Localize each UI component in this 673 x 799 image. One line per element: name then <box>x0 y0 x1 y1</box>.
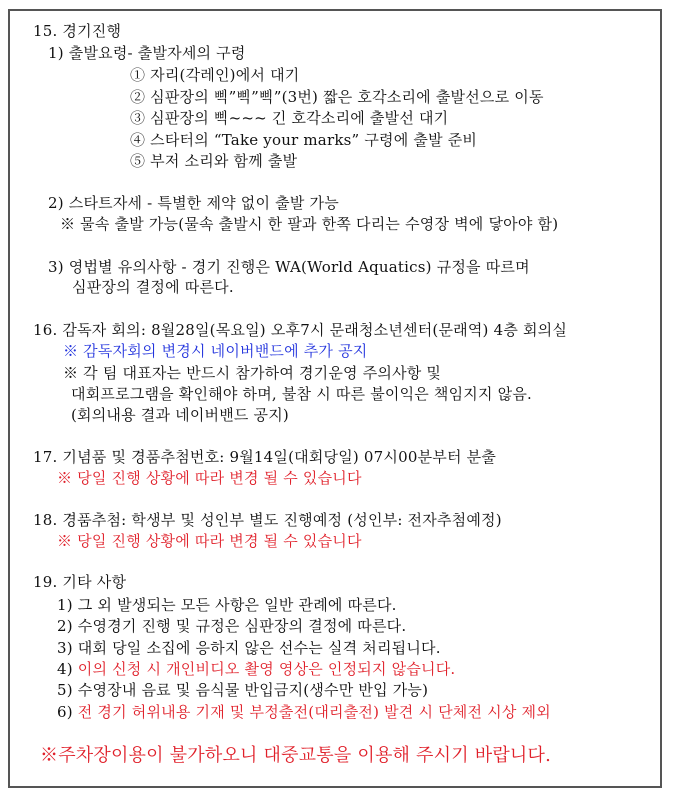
section-17-note: ※ 당일 진행 상황에 따라 변경 될 수 있습니다 <box>57 469 362 487</box>
list-item <box>57 638 441 658</box>
section-15-item-3: 3) 영법별 유의사항 - 경기 진행은 WA(World Aquatics) 규정을 따르며 <box>48 258 530 276</box>
item-number: 2) <box>57 617 73 635</box>
start-step: ③ 심판장의 삑~~~ 긴 호각소리에 출발선 대기 <box>130 109 449 127</box>
item-number: 3) <box>57 639 73 657</box>
start-step: ④ 스타터의 “Take your marks” 구령에 출발 준비 <box>130 131 478 149</box>
section-15-item-1: 1) 출발요령- 출발자세의 구령 <box>48 44 246 62</box>
section-15-item-3-cont: 심판장의 결정에 따른다. <box>72 278 234 296</box>
section-19-title: 19. 기타 사항 <box>33 573 127 591</box>
item-text: 대회 당일 소집에 응하지 않은 선수는 실격 처리됩니다. <box>77 639 441 657</box>
item-number: 6) <box>57 703 73 721</box>
item-text: 이의 신청 시 개인비디오 촬영 영상은 인정되지 않습니다. <box>77 660 456 678</box>
item-text: 수영경기 진행 및 규정은 심판장의 결정에 따른다. <box>77 617 407 635</box>
item-number: 1) <box>57 596 73 614</box>
list-item <box>57 595 397 615</box>
item-text: 그 외 발생되는 모든 사항은 일반 관례에 따른다. <box>77 596 397 614</box>
parking-notice: ※주차장이용이 불가하오니 대중교통을 이용해 주시기 바랍니다. <box>40 745 552 766</box>
item-number: 5) <box>57 681 73 699</box>
section-15-item-2: 2) 스타트자세 - 특별한 제약 없이 출발 가능 <box>48 194 339 212</box>
start-step: ① 자리(각레인)에서 대기 <box>130 66 300 84</box>
section-18-title: 18. 경품추첨: 학생부 및 성인부 별도 진행예정 (성인부: 전자추첨예정) <box>33 511 502 529</box>
section-17-title: 17. 기념품 및 경품추첨번호: 9월14일(대회당일) 07시00분부터 분출 <box>33 448 497 466</box>
section-15-title: 15. 경기진행 <box>33 22 122 40</box>
section-16-title: 16. 감독자 회의: 8월28일(목요일) 오후7시 문래청소년센터(문래역) 4층 회의실 <box>33 321 568 339</box>
section-18-note: ※ 당일 진행 상황에 따라 변경 될 수 있습니다 <box>57 532 362 550</box>
section-16-note-cont: (회의내용 결과 네이버밴드 공지) <box>71 406 289 424</box>
list-item <box>57 680 428 700</box>
start-step: ② 심판장의 삑”삑”삑”(3번) 짧은 호각소리에 출발선으로 이동 <box>130 88 544 106</box>
list-item <box>57 659 455 679</box>
item-text: 전 경기 허위내용 기재 및 부정출전(대리출전) 발견 시 단체전 시상 제외 <box>77 703 551 721</box>
start-step: ⑤ 부저 소리와 함께 출발 <box>130 152 298 170</box>
list-item <box>57 702 551 722</box>
section-16-note: ※ 각 팀 대표자는 반드시 참가하여 경기운영 주의사항 및 <box>63 364 442 382</box>
section-16-note-blue: ※ 감독자회의 변경시 네이버밴드에 추가 공지 <box>63 342 368 360</box>
section-15-item-2-note: ※ 물속 출발 가능(물속 출발시 한 팔과 한쪽 다리는 수영장 벽에 닿아야 함) <box>60 215 559 233</box>
item-text: 수영장내 음료 및 음식물 반입금지(생수만 반입 가능) <box>77 681 429 699</box>
list-item <box>57 616 406 636</box>
section-16-note-cont: 대회프로그램을 확인해야 하며, 불참 시 따른 불이익은 책임지지 않음. <box>71 385 533 403</box>
item-number: 4) <box>57 660 73 678</box>
